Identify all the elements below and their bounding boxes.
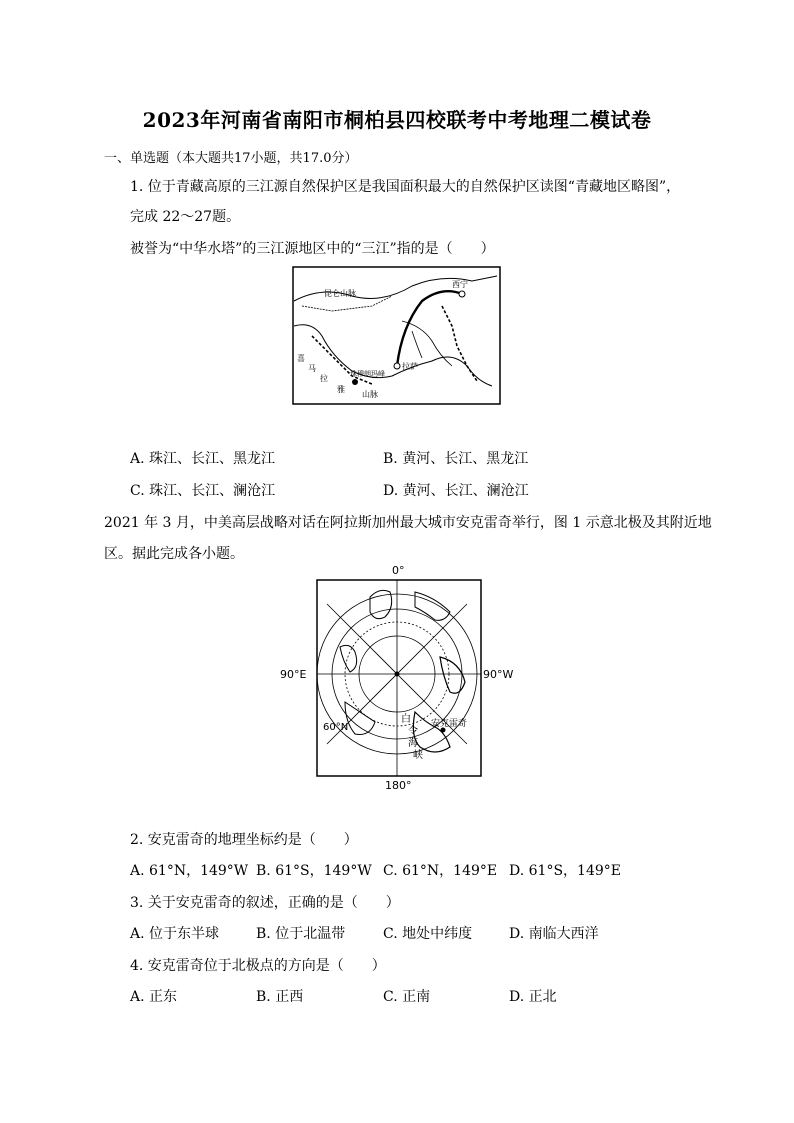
intro-line2: 区。据此完成各小题。 (104, 546, 244, 562)
q1-option-a: A. 珠江、长江、黑龙江 (130, 451, 276, 467)
label-xining: 西宁 (452, 280, 468, 289)
label-90w: 90°W (483, 668, 514, 681)
q2-option-a: A. 61°N，149°W (130, 863, 249, 879)
q2-stem: 2. 安克雷奇的地理坐标约是（ ） (130, 832, 358, 848)
label-kunlun: 昆仑山脉 (324, 289, 356, 298)
label-180deg: 180° (385, 779, 412, 792)
q1-text-line1: 1. 位于青藏高原的三江源自然保护区是我国面积最大的自然保护区读图“青藏地区略图”， (130, 179, 681, 195)
label-strait-2: 令 (408, 726, 418, 737)
q3-stem: 3. 关于安克雷奇的叙述，正确的是（ ） (130, 895, 400, 911)
label-lasa: 拉萨 (402, 362, 418, 371)
q1-option-d: D. 黄河、长江、澜沧江 (383, 483, 529, 499)
q3-option-d: D. 南临大西洋 (509, 926, 599, 942)
q4-option-d: D. 正北 (509, 989, 557, 1005)
q4-option-a: A. 正东 (130, 989, 178, 1005)
label-himalaya-3: 拉 (320, 374, 328, 383)
label-strait-3: 海 (408, 738, 418, 749)
page-title: 2023年河南省南阳市桐柏县四校联考中考地理二模试卷 (142, 108, 652, 132)
q1-option-c: C. 珠江、长江、澜沧江 (130, 483, 276, 499)
q3-option-c: C. 地处中纬度 (383, 926, 473, 942)
arctic-map (275, 562, 525, 792)
q1-stem: 被誉为“中华水塔”的三江源地区中的“三江”指的是（ ） (130, 241, 495, 257)
q3-option-a: A. 位于东半球 (130, 926, 220, 942)
label-anchorage: 安克雷奇 (431, 719, 468, 729)
label-strait-4: 峡 (413, 750, 423, 761)
label-everest: 珠穆朗玛峰 (350, 370, 385, 378)
q4-option-b: B. 正西 (256, 989, 304, 1005)
q4-option-c: C. 正南 (383, 989, 431, 1005)
q1-option-b: B. 黄河、长江、黑龙江 (383, 451, 529, 467)
section-heading: 一、单选题（本大题共17小题，共17.0分） (104, 151, 358, 166)
q2-option-c: C. 61°N，149°E (383, 863, 498, 879)
q3-option-b: B. 位于北温带 (256, 926, 346, 942)
intro-line1: 2021 年 3 月，中美高层战略对话在阿拉斯加州最大城市安克雷奇举行，图 1 示意北极及其附近地 (104, 515, 712, 531)
label-himalaya-2: 马 (308, 364, 316, 373)
label-0deg: 0° (392, 564, 405, 577)
label-shanmai: 山脉 (362, 390, 378, 399)
label-60n: 60°N (323, 722, 349, 733)
q2-option-d: D. 61°S，149°E (509, 863, 621, 879)
label-strait-1: 白 (401, 714, 411, 725)
label-himalaya-1: 喜 (297, 354, 305, 363)
label-himalaya-4: 雅 (337, 385, 345, 394)
q1-text-line2: 完成 22～27题。 (130, 209, 241, 225)
q2-option-b: B. 61°S，149°W (256, 863, 372, 879)
q4-stem: 4. 安克雷奇位于北极点的方向是（ ） (130, 958, 386, 974)
label-90e: 90°E (280, 668, 307, 681)
qinghai-tibet-map (292, 266, 502, 406)
